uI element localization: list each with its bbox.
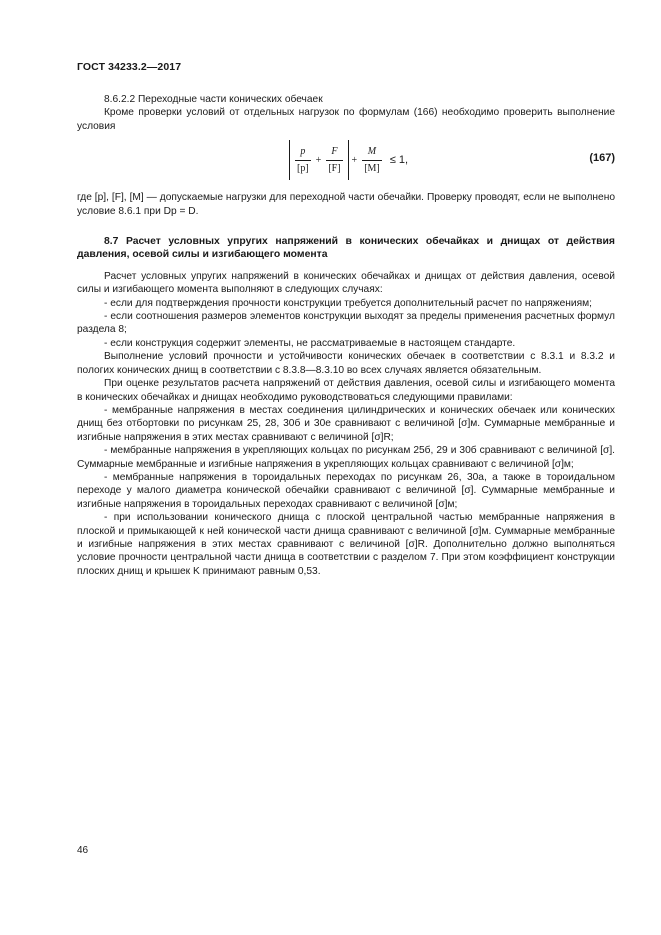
denominator-p: [p] bbox=[295, 160, 311, 175]
formula-167 bbox=[77, 138, 615, 186]
formula-relation: ≤ 1, bbox=[389, 153, 409, 166]
formula-explanation: где [p], [F], [M] — допускаемые нагрузки для переходной части обечайки. Проверку проводят, если не выполнено условие 8.6.1 при Dp = D. bbox=[77, 192, 615, 217]
rule-item-4: - при использовании конического днища с плоской центральной частью мембранные напряжения в плоской и примыкающей к ней конической части днища сравнивают с величиной [σ]м. Суммарные мембранные и изгибные напряжения в этих местах сравнивают с величиной [σ]R. Дополнительно должно выполняться условие прочности центральной части днища в соответствии с разделом 7. При этом коэффициент конструкции плоских днищ и крышек K принимают равным 0,53. bbox=[77, 512, 615, 577]
denominator-f: [F] bbox=[326, 160, 342, 175]
numerator-m: M bbox=[367, 146, 377, 158]
document-header: ГОСТ 34233.2—2017 bbox=[77, 61, 182, 73]
subsection-intro: Кроме проверки условий от отдельных нагрузок по формулам (166) необходимо проверить выполнение условия bbox=[77, 107, 615, 132]
formula-expression bbox=[289, 138, 408, 182]
subsection-heading-8-6-2-2: 8.6.2.2 Переходные части конических обечаек bbox=[104, 94, 323, 105]
list-item-2: - если соотношения размеров элементов конструкции выходят за пределы применения расчетных формул раздела 8; bbox=[77, 311, 615, 336]
plus-sign-2: + bbox=[351, 154, 358, 166]
section-heading-8-7: 8.7 Расчет условных упругих напряжений в конических обечайках и днищах от действия давления, осевой силы и изгибающего момента bbox=[77, 236, 615, 261]
numerator-p: p bbox=[300, 146, 306, 158]
rule-item-2: - мембранные напряжения в укрепляющих кольцах по рисункам 25б, 29 и 30б сравнивают с величиной [σ]. Суммарные мембранные и изгибные напряжения в укрепляющих кольцах сравнивают с величиной [σ]м; bbox=[77, 445, 615, 470]
equation-number: (167) bbox=[589, 152, 615, 165]
list-item-3: - если конструкция содержит элементы, не рассматриваемые в настоящем стандарте. bbox=[104, 337, 516, 349]
page-body bbox=[77, 93, 615, 578]
list-item-1: - если для подтверждения прочности конструкции требуется дополнительный расчет по напряжениям; bbox=[104, 297, 592, 309]
numerator-f: F bbox=[331, 146, 338, 158]
fraction-pressure bbox=[295, 145, 311, 175]
paragraph-2: Выполнение условий прочности и устойчивости конических обечаек в соответствии с 8.3.1 и 8.3.2 и пологих конических днищ в соответствии с 8.3.8—8.3.10 во всех случаях является обязательным. bbox=[77, 351, 615, 376]
rule-item-3: - мембранные напряжения в тороидальных переходах по рисункам 26, 30а, а также в тороидальном переходе у малого диаметра конической обечайки сравнивают с величиной [σ]. Суммарные мембранные и изгибные напряжения в тороидальных переходах сравнивают с величиной [σ]м; bbox=[77, 471, 615, 510]
page-number: 46 bbox=[77, 845, 89, 856]
plus-sign-1: + bbox=[315, 154, 322, 166]
paragraph-3: При оценке результатов расчета напряжений от действия давления, осевой силы и изгибающего момента в конических обечайках и днищах необходимо руководствоваться следующими правилами: bbox=[77, 378, 615, 403]
fraction-force bbox=[326, 145, 342, 175]
rule-item-1: - мембранные напряжения в местах соединения цилиндрических и конических обечаек или конических днищ без отбортовки по рисункам 25, 28, 30б и 30е сравнивают с величиной [σ]м. Суммарные мембранные и изгибные напряжения в этих местах сравнивают с величиной [σ]R; bbox=[77, 404, 615, 443]
fraction-moment bbox=[362, 145, 382, 175]
denominator-m: [M] bbox=[362, 160, 382, 175]
paragraph-1: Расчет условных упругих напряжений в конических обечайках и днищах от действия давления, осевой силы и изгибающего момента выполняют в следующих случаях: bbox=[77, 270, 615, 296]
absolute-value-group bbox=[289, 140, 349, 180]
